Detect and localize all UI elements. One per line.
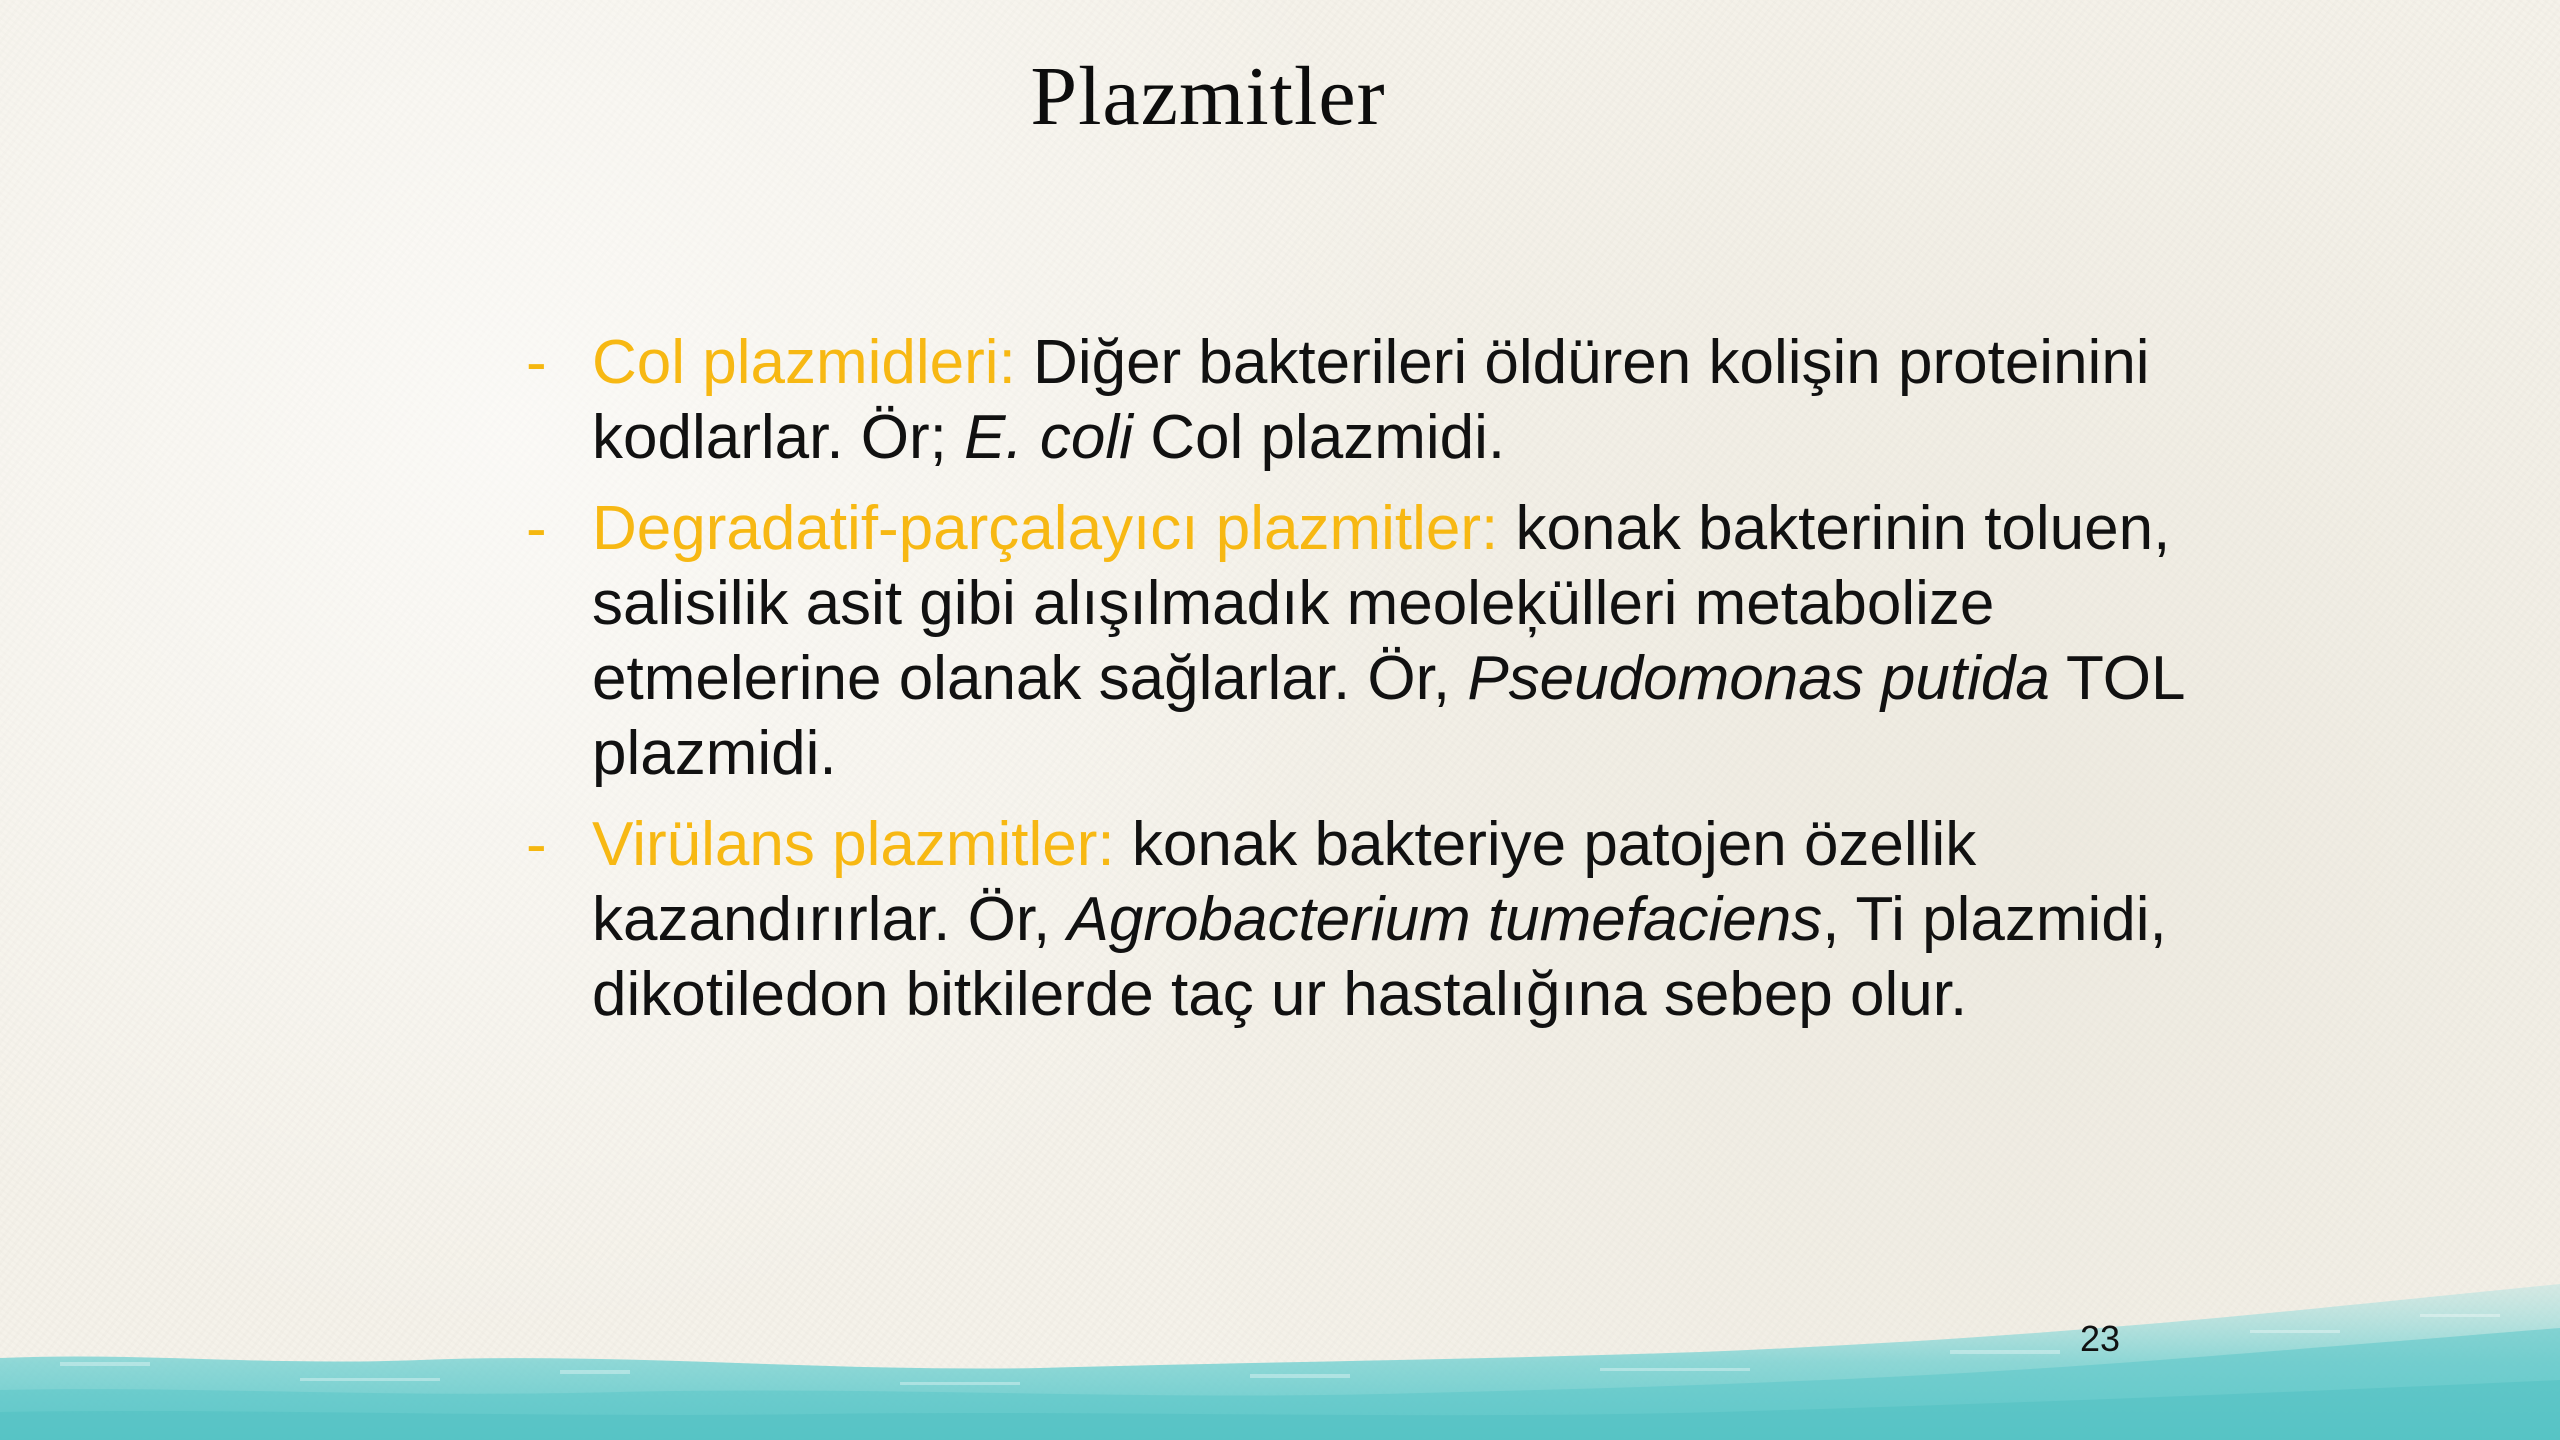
bullet-dash: - (526, 810, 547, 879)
bullet-dash: - (526, 328, 547, 397)
bullet-text-end: TOL plazmidi. (592, 644, 2184, 788)
bullet-text: Diğer bakterileri öldüren kolişin proteinini kodlarlar. Ör; (592, 328, 2150, 472)
page-number: 23 (2080, 1318, 2121, 1359)
bullet-example: E. coli (964, 403, 1133, 472)
bullet-item-col (520, 325, 2220, 475)
bullet-list (520, 325, 2220, 1048)
bullet-example: Pseudomonas putida (1467, 644, 2050, 713)
bullet-text: konak bakteriye patojen özellik kazandırırlar. Ör, (592, 810, 1977, 954)
slide-title: Plazmitler (1030, 50, 1386, 143)
bullet-example: Agrobacterium tumefaciens (1067, 885, 1823, 954)
bullet-term: Col plazmidleri: (592, 328, 1016, 397)
bullet-dash: - (526, 494, 547, 563)
bullet-item-virulans (520, 807, 2220, 1032)
bullet-term: Virülans plazmitler: (592, 810, 1115, 879)
watercolor-wash (0, 1240, 2560, 1440)
bullet-text: konak bakterinin toluen, salisilik asit gibi alışılmadık meoleķülleri metabolize etmelerine olanak sağlarlar. Ör, (592, 494, 2171, 713)
bullet-text-end: , Ti plazmidi, dikotiledon bitkilerde taç ur hastalığına sebep olur. (592, 885, 2167, 1029)
bullet-term: Degradatif-parçalayıcı plazmitler: (592, 494, 1499, 563)
bullet-item-degradatif (520, 491, 2220, 791)
bullet-text-end: Col plazmidi. (1132, 403, 1506, 472)
